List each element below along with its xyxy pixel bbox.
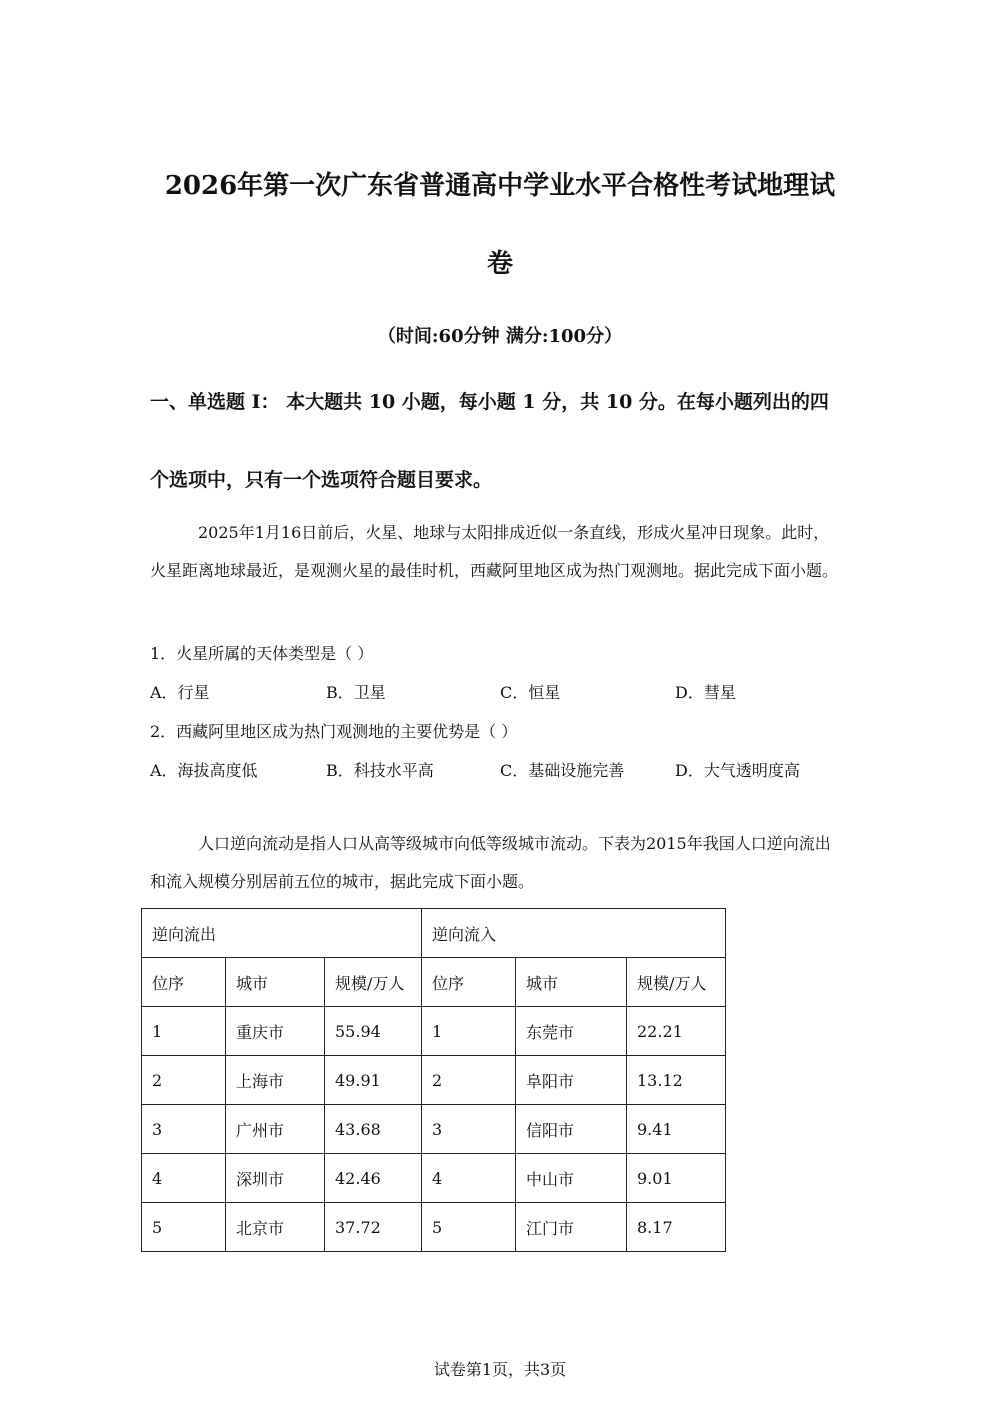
table-cell: 9.01 <box>627 1154 726 1203</box>
q1-option-b: B．卫星 <box>326 683 386 702</box>
q1-option-a: A．行星 <box>150 683 210 702</box>
exam-title-line-1: 2026年第一次广东省普通高中学业水平合格性考试地理试 <box>164 171 836 201</box>
table-cell: 22.21 <box>627 1007 726 1056</box>
table-cell: 信阳市 <box>516 1105 627 1154</box>
passage-population-flow <box>150 825 842 901</box>
table-group-inflow: 逆向流入 <box>422 909 726 958</box>
q2-option-a: A．海拔高度低 <box>150 761 258 780</box>
table-cell: 5 <box>142 1203 226 1252</box>
table-cell: 55.94 <box>325 1007 422 1056</box>
table-header-cell: 位序 <box>142 958 226 1007</box>
table-cell: 9.41 <box>627 1105 726 1154</box>
question-2-stem: 2．西藏阿里地区成为热门观测地的主要优势是（ ） <box>150 722 518 741</box>
exam-title-line-2: 卷 <box>486 249 513 279</box>
table-header-cell: 规模/万人 <box>325 958 422 1007</box>
table-cell: 江门市 <box>516 1203 627 1252</box>
table-row <box>142 1154 726 1203</box>
table-cell: 广州市 <box>226 1105 325 1154</box>
section-heading-line-2: 个选项中，只有一个选项符合题目要求。 <box>150 469 493 491</box>
table-cell: 37.72 <box>325 1203 422 1252</box>
q2-option-d: D．大气透明度高 <box>675 761 800 780</box>
table-header-cell: 规模/万人 <box>627 958 726 1007</box>
table-cell: 49.91 <box>325 1056 422 1105</box>
table-header-cell: 位序 <box>422 958 516 1007</box>
table-cell: 4 <box>422 1154 516 1203</box>
exam-time-score: （时间:60分钟 满分:100分） <box>377 326 623 347</box>
table-cell: 5 <box>422 1203 516 1252</box>
population-flow-table <box>141 908 726 1252</box>
q2-option-b: B．科技水平高 <box>326 761 434 780</box>
table-header-row <box>142 958 726 1007</box>
table-row <box>142 1007 726 1056</box>
table-cell: 43.68 <box>325 1105 422 1154</box>
table-group-outflow: 逆向流出 <box>142 909 422 958</box>
page-footer: 试卷第1页，共3页 <box>433 1360 567 1379</box>
table-cell: 1 <box>422 1007 516 1056</box>
table-cell: 3 <box>422 1105 516 1154</box>
table-header-cell: 城市 <box>226 958 325 1007</box>
section-heading-line-1: 一、单选题 I： 本大题共 10 小题，每小题 1 分，共 10 分。在每小题列出的四 <box>150 391 829 413</box>
table-group-header-row <box>142 909 726 958</box>
passage-mars-text: 2025年1月16日前后，火星、地球与太阳排成近似一条直线，形成火星冲日现象。此时，火星距离地球最近，是观测火星的最佳时机，西藏阿里地区成为热门观测地。据此完成下面小题。 <box>150 523 839 580</box>
table-cell: 重庆市 <box>226 1007 325 1056</box>
table-cell: 13.12 <box>627 1056 726 1105</box>
table-row <box>142 1203 726 1252</box>
q2-option-c: C．基础设施完善 <box>500 761 625 780</box>
table-cell: 2 <box>142 1056 226 1105</box>
table-row <box>142 1056 726 1105</box>
table-cell: 北京市 <box>226 1203 325 1252</box>
passage-population-text: 人口逆向流动是指人口从高等级城市向低等级城市流动。下表为2015年我国人口逆向流出和流入规模分别居前五位的城市，据此完成下面小题。 <box>150 834 831 891</box>
table-row <box>142 1105 726 1154</box>
table-cell: 3 <box>142 1105 226 1154</box>
q1-option-d: D．彗星 <box>675 683 736 702</box>
table-cell: 4 <box>142 1154 226 1203</box>
question-1-stem: 1．火星所属的天体类型是（ ） <box>150 644 374 663</box>
table-cell: 8.17 <box>627 1203 726 1252</box>
table-cell: 深圳市 <box>226 1154 325 1203</box>
table-cell: 42.46 <box>325 1154 422 1203</box>
table-cell: 1 <box>142 1007 226 1056</box>
table-cell: 阜阳市 <box>516 1056 627 1105</box>
table-cell: 中山市 <box>516 1154 627 1203</box>
table-cell: 2 <box>422 1056 516 1105</box>
table-cell: 东莞市 <box>516 1007 627 1056</box>
passage-mars-opposition <box>150 514 842 590</box>
q1-option-c: C．恒星 <box>500 683 561 702</box>
table-cell: 上海市 <box>226 1056 325 1105</box>
table-header-cell: 城市 <box>516 958 627 1007</box>
